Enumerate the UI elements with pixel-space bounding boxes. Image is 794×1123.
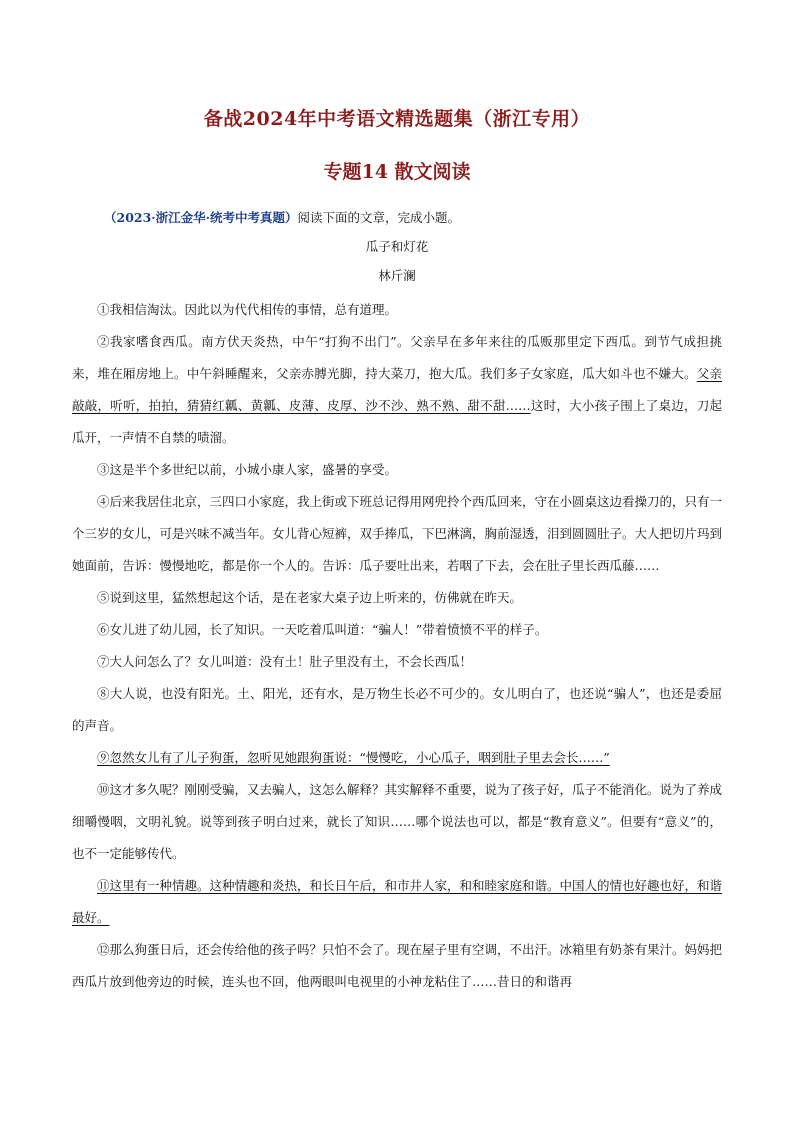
paragraph-11 (72, 870, 722, 934)
paragraph-9 (72, 742, 722, 774)
paragraph-5: ⑤说到这里，猛然想起这个话，是在老家大桌子边上听来的，仿佛就在昨天。 (97, 590, 523, 605)
paragraph-10: ⑩这才多久呢？刚刚受骗，又去骗人，这怎么解释？其实解释不重要，说为了孩子好，瓜子不能消化。说为了养成细嚼慢咽，文明礼貌。说等到孩子明白过来，就长了知识……哪个说法也可以，都是“教育意义”。但要有“意义”的，也不一定能够传代。 (72, 782, 723, 861)
paragraph-6: ⑥女儿进了幼儿园，长了知识。一天吃着瓜叫道：“骗人！”带着愤愤不平的样子。 (97, 622, 548, 637)
document-title: 备战2024年中考语文精选题集（浙江专用） (203, 108, 591, 130)
paragraph-3: ③这是半个多世纪以前，小城小康人家，盛暑的享受。 (97, 462, 398, 477)
underlined-paragraph-11: ⑪这里有一种情趣。这种情趣和炎热，和长日午后，和市井人家，和和睦家庭和谐。中国人的情也好趣也好，和谐最好。 (72, 878, 723, 925)
paragraph-2-text-b: 这时，大小孩子围上了桌边，刀起瓜开，一声情不自禁的啧溜。 (72, 398, 722, 445)
topic-title: 专题14 散文阅读 (323, 161, 471, 183)
underlined-paragraph-9: ⑨忽然女儿有了儿子狗蛋，忽听见她跟狗蛋说：“慢慢吃，小心瓜子，咽到肚子里去会长……” (97, 750, 610, 765)
underlined-sentence: 父亲敲敲，听听，拍拍，猜猜红瓤、黄瓤、皮薄、皮厚、沙不沙、熟不熟、甜不甜…… (72, 366, 722, 413)
paragraph-7: ⑦大人问怎么了？女儿叫道：没有土！肚子里没有土，不会长西瓜！ (97, 654, 473, 669)
article-body (72, 294, 722, 998)
article-author: 林斤澜 (378, 268, 416, 283)
paragraph-8: ⑧大人说，也没有阳光。土、阳光，还有水，是万物生长必不可少的。女儿明白了，也还说“骗人”，也还是委屈的声音。 (72, 686, 722, 733)
article-title: 瓜子和灯花 (365, 239, 429, 254)
question-intro (104, 209, 724, 227)
paragraph-2 (72, 326, 722, 454)
question-instruction: 阅读下面的文章，完成小题。 (297, 210, 461, 225)
paragraph-12: ⑫那么狗蛋日后，还会传给他的孩子吗？只怕不会了。现在屋子里有空调，不出汗。冰箱里有奶茶有果汁。妈妈把西瓜片放到他旁边的时候，连头也不回，他两眼叫电视里的小神龙粘住了……昔日的和谐再 (72, 942, 723, 989)
paragraph-1: ①我相信淘汰。因此以为代代相传的事情，总有道理。 (97, 302, 398, 317)
paragraph-2-text-a: ②我家嗜食西瓜。南方伏天炎热，中午“打狗不出门”。父亲早在多年来往的瓜贩那里定下西瓜。到节气成担挑来，堆在厢房地上。中午斜睡醒来，父亲赤膊光脚，持大菜刀，抱大瓜。我们多子女家庭，瓜大如斗也不嫌大。 (72, 334, 722, 381)
paragraph-4: ④后来我居住北京，三四口小家庭，我上街或下班总记得用网兜拎个西瓜回来，守在小圆桌这边看操刀的，只有一个三岁的女儿，可是兴味不减当年。女儿背心短裤，双手捧瓜，下巴淋漓，胸前湿透，泪到圆圆肚子。大人把切片玛到她面前，告诉：慢慢地吃，都是你一个人的。告诉：瓜子要吐出来，若咽了下去，会在肚子里长西瓜藤…… (72, 494, 723, 573)
question-source: （2023·浙江金华·统考中考真题） (104, 210, 298, 225)
